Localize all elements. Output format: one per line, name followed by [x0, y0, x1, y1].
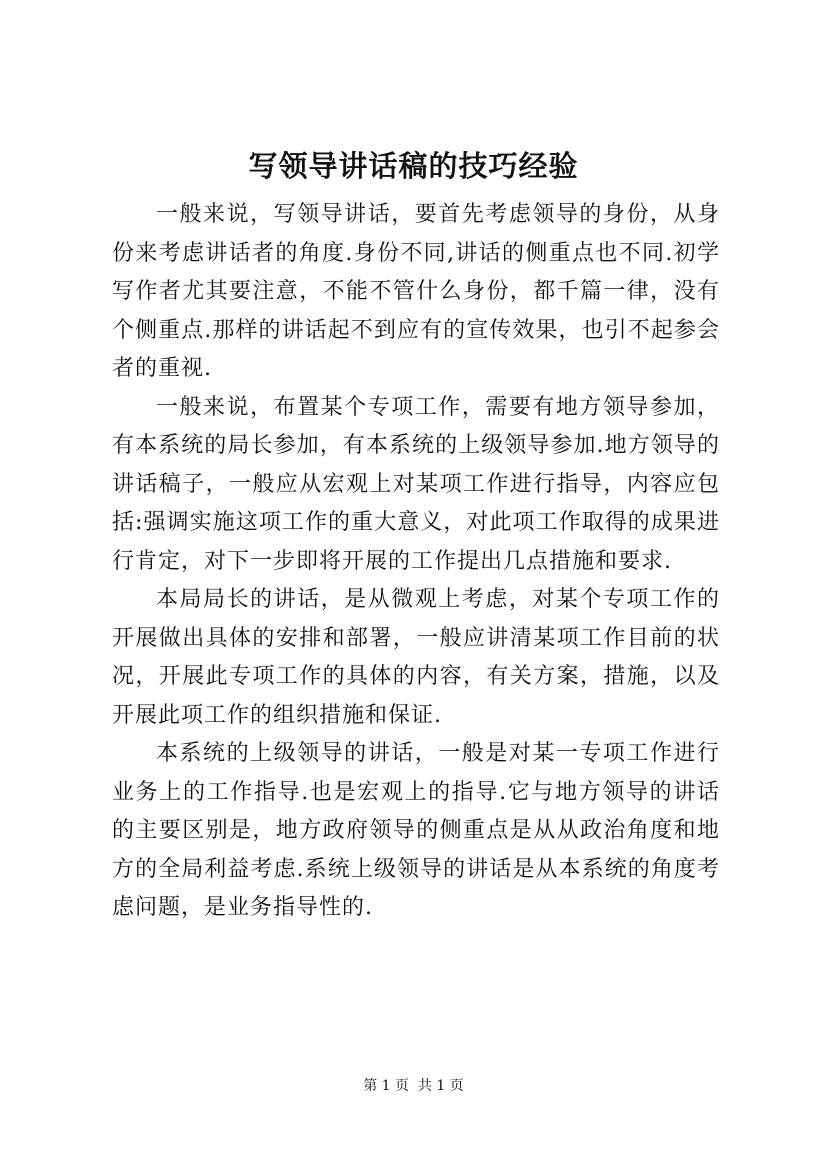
paragraph-1: 一般来说，写领导讲话，要首先考虑领导的身份，从身份来考虑讲话者的角度.身份不同,讲话的侧重点也不同.初学写作者尤其要注意，不能不管什么身份，都千篇一律，没有个侧重点.那样的讲话起不到应有的宣传效果，也引不起参会者的重视.	[112, 202, 720, 381]
document-body	[112, 196, 720, 928]
page-footer	[0, 1076, 827, 1096]
paragraph-3: 本局局长的讲话，是从微观上考虑，对某个专项工作的开展做出具体的安排和部署，一般应讲清某项工作目前的状况，开展此专项工作的具体的内容，有关方案，措施，以及开展此项工作的组织措施和保证.	[112, 587, 720, 728]
paragraph-4: 本系统的上级领导的讲话，一般是对某一专项工作进行业务上的工作指导.也是宏观上的指导.它与地方领导的讲话的主要区别是，地方政府领导的侧重点是从从政治角度和地方的全局利益考虑.系统上级领导的讲话是从本系统的角度考虑问题，是业务指导性的.	[112, 741, 720, 920]
paragraph-2: 一般来说，布置某个专项工作，需要有地方领导参加，有本系统的局长参加，有本系统的上级领导参加.地方领导的讲话稿子，一般应从宏观上对某项工作进行指导，内容应包括:强调实施这项工作的重大意义，对此项工作取得的成果进行肯定，对下一步即将开展的工作提出几点措施和要求.	[112, 394, 720, 574]
document-title: 写领导讲话稿的技巧经验	[248, 149, 579, 183]
page-number-label: 第 1 页 共 1 页	[363, 1078, 464, 1094]
